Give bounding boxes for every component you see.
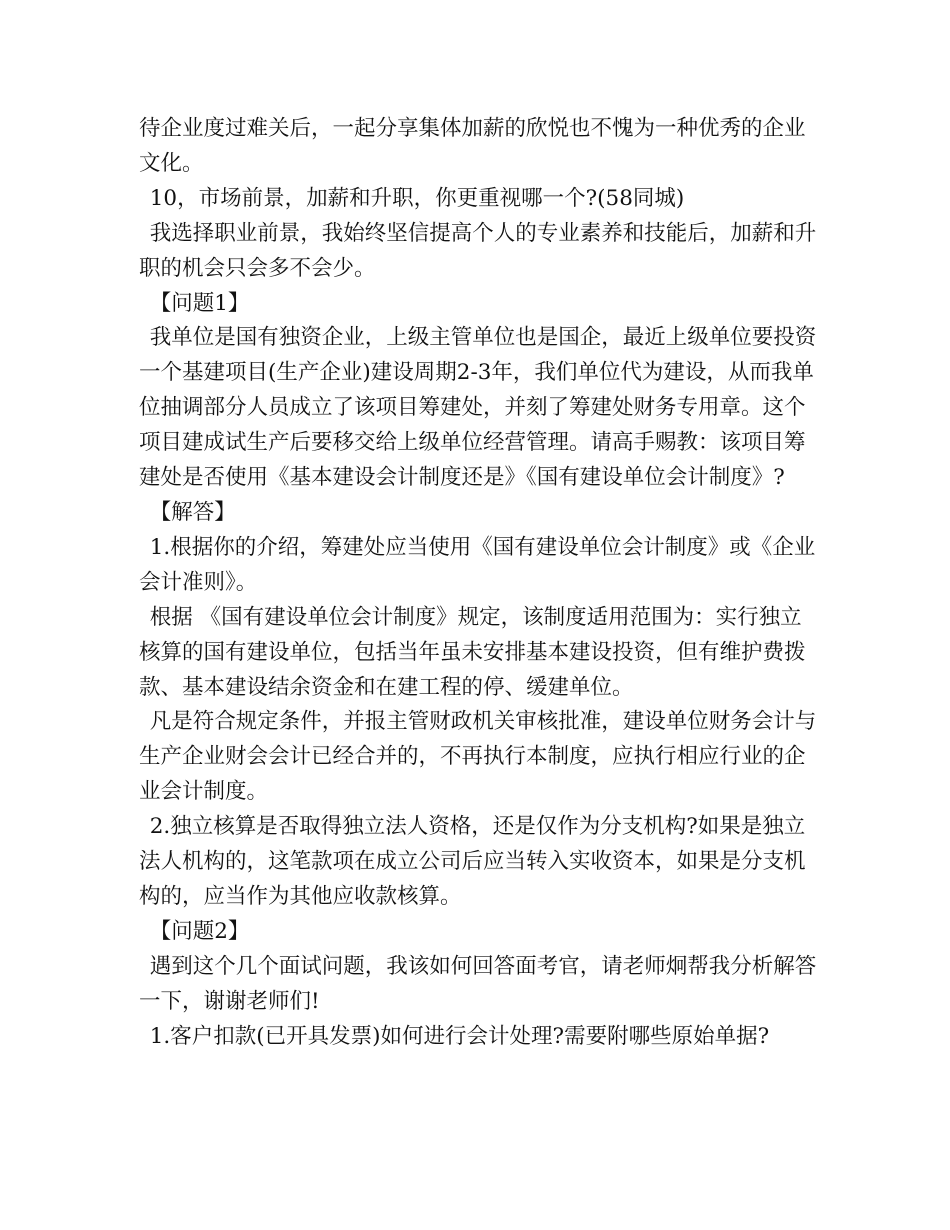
question-2-heading: 【问题2】 <box>149 918 250 944</box>
question-2-item-1: 1.客户扣款(已开具发票)如何进行会计处理?需要附哪些原始单据? <box>149 1023 770 1049</box>
answer-heading: 【解答】 <box>149 499 236 525</box>
answer-point-1: 1.根据你的介绍，筹建处应当使用《国有建设单位会计制度》或《企业会计准则》。 <box>139 534 816 595</box>
question-1-heading: 【问题1】 <box>149 290 250 316</box>
paragraph-2: 10，市场前景，加薪和升职，你更重视哪一个?(58同城) <box>149 185 685 211</box>
answer-exception: 凡是符合规定条件，并报主管财政机关审核批准，建设单位财务会计与生产企业财会会计已经合并的，不再执行本制度，应执行相应行业的企业会计制度。 <box>139 709 817 805</box>
document-body <box>139 112 819 1054</box>
answer-regulation: 根据 《国有建设单位会计制度》规定，该制度适用范围为：实行独立核算的国有建设单位，包括当年虽未安排基本建设投资，但有维护费拨款、基本建设结余资金和在建工程的停、缓建单位。 <box>139 604 806 700</box>
answer-point-2: 2.独立核算是否取得独立法人资格，还是仅作为分支机构?如果是独立法人机构的，这笔款项在成立公司后应当转入实收资本，如果是分支机构的，应当作为其他应收款核算。 <box>139 814 806 909</box>
question-2-body: 遇到这个几个面试问题，我该如何回答面考官，请老师炯帮我分析解答一下，谢谢老师们! <box>139 953 817 1014</box>
paragraph-3: 我选择职业前景，我始终坚信提高个人的专业素养和技能后，加薪和升职的机会只会多不会少。 <box>139 220 817 281</box>
question-1-body: 我单位是国有独资企业，上级主管单位也是国企，最近上级单位要投资一个基建项目(生产企业)建设周期2-3年，我们单位代为建设，从而我单位抽调部分人员成立了该项目筹建处，并刻了筹建处财务专用章。这个项目建成试生产后要移交给上级单位经营管理。请高手赐教：该项目筹建处是否使用《基本建设会计制度还是》《国有建设单位会计制度》? <box>139 325 817 491</box>
paragraph-1: 待企业度过难关后，一起分享集体加薪的欣悦也不愧为一种优秀的企业文化。 <box>139 116 806 176</box>
